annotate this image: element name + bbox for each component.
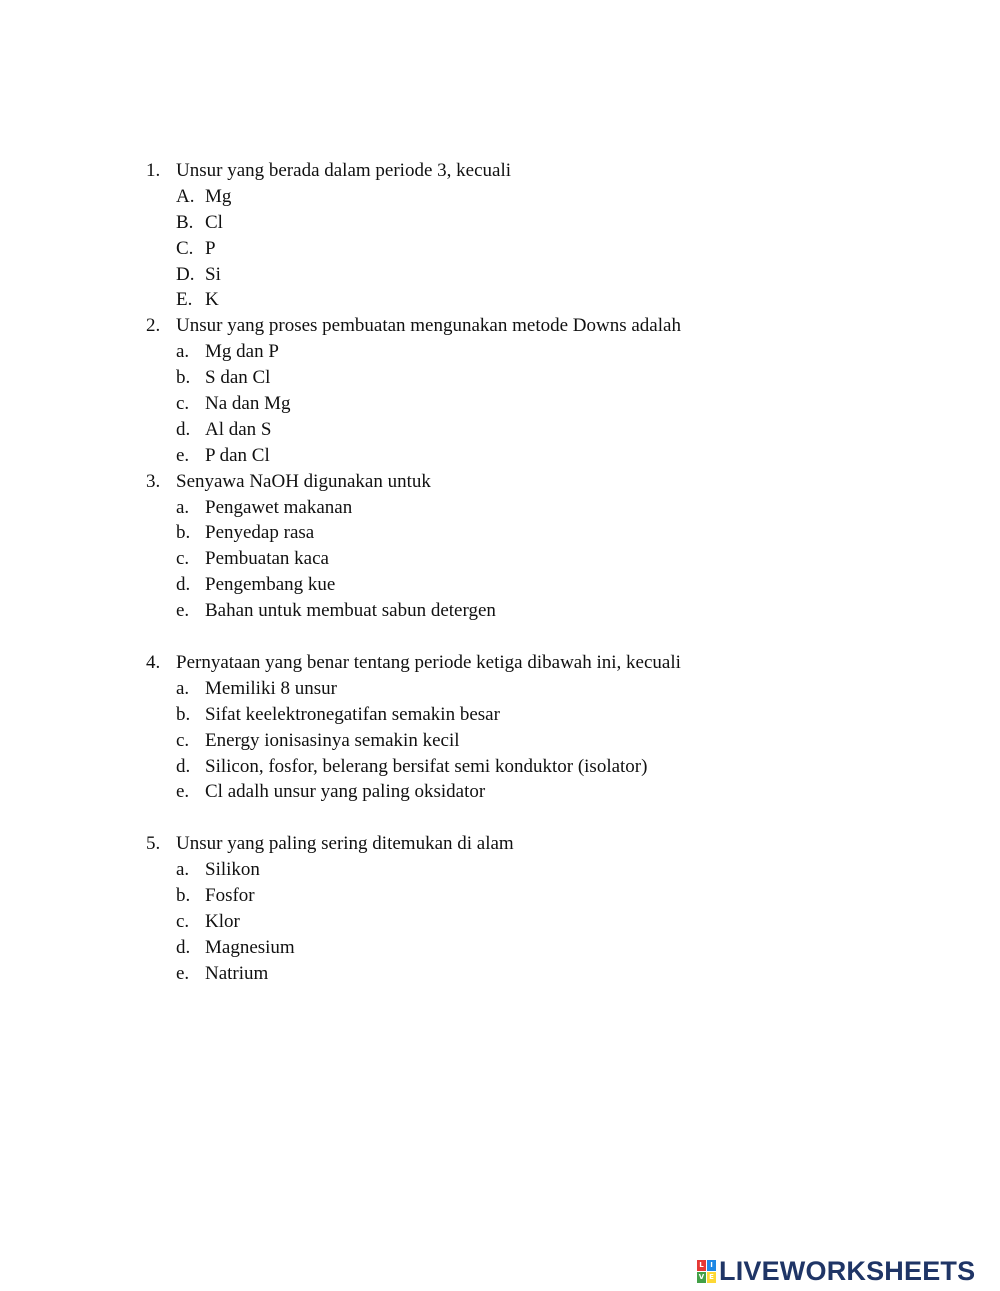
option-letter: b.	[176, 885, 191, 907]
option-letter: e.	[176, 444, 190, 466]
option-text: Cl	[205, 211, 223, 233]
option-item	[0, 676, 1000, 702]
option-letter: c.	[176, 393, 190, 415]
option-item	[0, 339, 1000, 365]
option-letter: a.	[176, 496, 190, 518]
option-item	[0, 184, 1000, 210]
option-text: S dan Cl	[205, 367, 271, 389]
option-item	[0, 935, 1000, 961]
question-1	[0, 158, 1000, 313]
option-text: Cl adalh unsur yang paling oksidator	[205, 781, 486, 803]
option-letter: c.	[176, 911, 190, 933]
spacer	[0, 805, 1000, 831]
question-2	[0, 313, 1000, 468]
liveworksheets-brand[interactable]	[697, 1257, 975, 1285]
option-letter: a.	[176, 859, 190, 881]
option-text: Silikon	[205, 859, 260, 881]
option-letter: d.	[176, 574, 191, 596]
option-letter: B.	[176, 211, 194, 233]
option-item	[0, 598, 1000, 624]
option-letter: c.	[176, 729, 190, 751]
option-letter: e.	[176, 962, 190, 984]
option-item	[0, 857, 1000, 883]
option-text: Na dan Mg	[205, 393, 291, 415]
logo-tile-l: L	[697, 1260, 706, 1271]
option-text: Pengawet makanan	[205, 496, 353, 518]
option-item	[0, 287, 1000, 313]
question-number: 4.	[146, 652, 161, 674]
option-text: Sifat keelektronegatifan semakin besar	[205, 703, 500, 725]
option-text: Fosfor	[205, 885, 255, 907]
option-letter: e.	[176, 781, 190, 803]
option-item	[0, 236, 1000, 262]
option-text: Memiliki 8 unsur	[205, 677, 337, 699]
option-text: Pengembang kue	[205, 574, 336, 596]
option-text: Pembuatan kaca	[205, 548, 329, 570]
question-text: Senyawa NaOH digunakan untuk	[176, 470, 431, 492]
option-text: Si	[205, 263, 221, 285]
option-letter: b.	[176, 703, 191, 725]
option-letter: d.	[176, 755, 191, 777]
option-item	[0, 495, 1000, 521]
option-letter: b.	[176, 522, 191, 544]
option-letter: b.	[176, 367, 191, 389]
option-text: Klor	[205, 911, 240, 933]
question-text: Unsur yang proses pembuatan mengunakan metode Downs adalah	[176, 315, 681, 337]
question-3	[0, 469, 1000, 624]
option-text: Al dan S	[205, 418, 272, 440]
liveworksheets-logo-icon	[697, 1260, 716, 1283]
option-item	[0, 210, 1000, 236]
logo-tile-e: E	[707, 1272, 716, 1283]
option-text: Silicon, fosfor, belerang bersifat semi konduktor (isolator)	[205, 755, 648, 777]
option-text: Mg	[205, 185, 232, 207]
option-text: Energy ionisasinya semakin kecil	[205, 729, 460, 751]
option-letter: E.	[176, 289, 193, 311]
option-text: Mg dan P	[205, 341, 279, 363]
option-letter: C.	[176, 237, 194, 259]
brand-wordmark: LIVEWORKSHEETS	[719, 1255, 976, 1286]
option-letter: d.	[176, 418, 191, 440]
option-text: P	[205, 237, 216, 259]
question-number: 1.	[146, 160, 161, 181]
option-text: Penyedap rasa	[205, 522, 315, 544]
question-text: Unsur yang berada dalam periode 3, kecuali	[176, 160, 512, 181]
option-item	[0, 883, 1000, 909]
spacer	[0, 624, 1000, 650]
option-letter: a.	[176, 677, 190, 699]
option-letter: D.	[176, 263, 195, 285]
option-item	[0, 961, 1000, 987]
question-text: Unsur yang paling sering ditemukan di alam	[176, 833, 514, 855]
option-text: Natrium	[205, 962, 269, 984]
option-text: K	[205, 289, 219, 311]
option-item	[0, 262, 1000, 288]
question-number: 5.	[146, 833, 161, 855]
question-4	[0, 650, 1000, 805]
option-text: P dan Cl	[205, 444, 270, 466]
option-item	[0, 702, 1000, 728]
option-item	[0, 417, 1000, 443]
option-item	[0, 391, 1000, 417]
option-letter: e.	[176, 600, 190, 622]
question-text: Pernyataan yang benar tentang periode ketiga dibawah ini, kecuali	[176, 652, 681, 674]
option-item	[0, 520, 1000, 546]
option-item	[0, 365, 1000, 391]
option-item	[0, 546, 1000, 572]
worksheet	[0, 158, 1000, 987]
question-number: 3.	[146, 470, 161, 492]
logo-tile-i: I	[707, 1260, 716, 1271]
option-item	[0, 754, 1000, 780]
option-letter: A.	[176, 185, 195, 207]
option-letter: a.	[176, 341, 190, 363]
option-item	[0, 572, 1000, 598]
option-letter: c.	[176, 548, 190, 570]
option-item	[0, 728, 1000, 754]
option-text: Magnesium	[205, 936, 295, 958]
option-item	[0, 909, 1000, 935]
option-item	[0, 443, 1000, 469]
logo-tile-v: V	[698, 1272, 705, 1281]
option-item	[0, 779, 1000, 805]
option-letter: d.	[176, 936, 191, 958]
question-5	[0, 831, 1000, 986]
question-number: 2.	[146, 315, 161, 337]
option-text: Bahan untuk membuat sabun detergen	[205, 600, 496, 622]
